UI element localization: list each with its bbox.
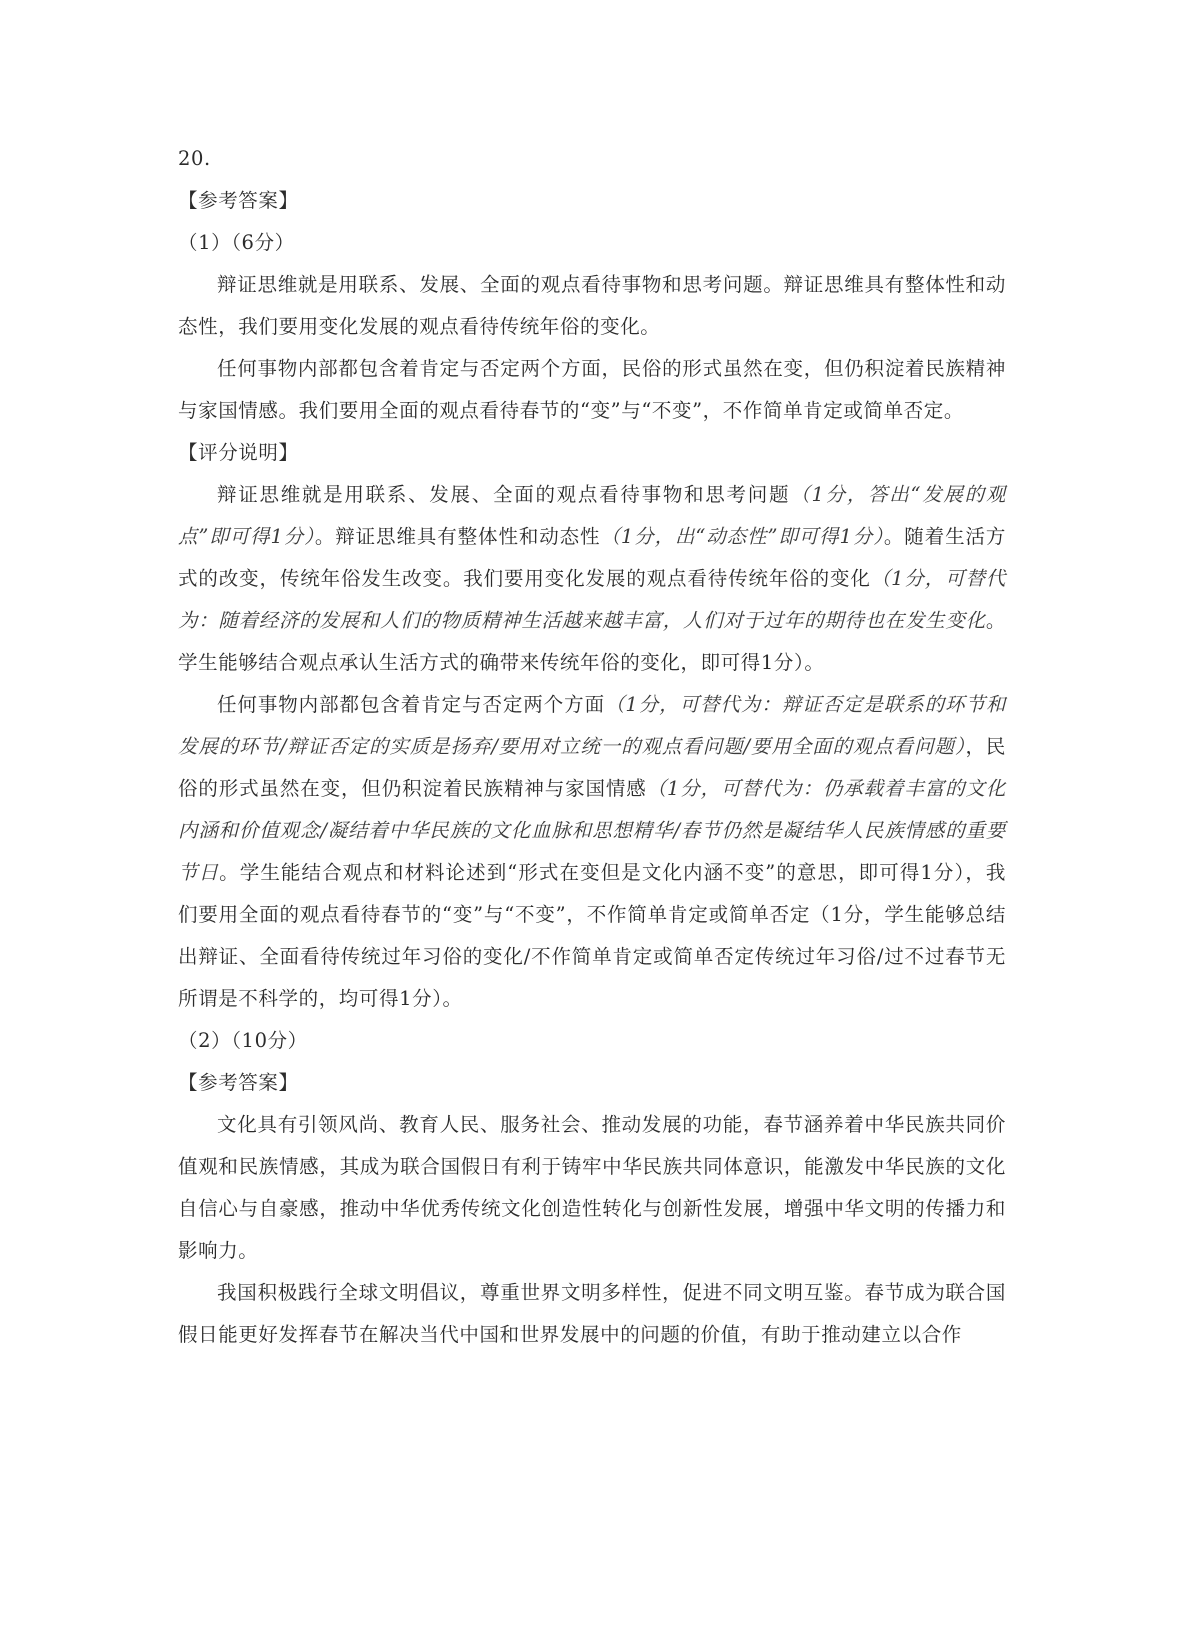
question-number: 20. (178, 147, 211, 170)
grading-text: 。学生能够结合观点承认生活方式的确带来传统年俗的变化，即可得1分）。 (178, 609, 1006, 674)
grading-text: 辩证思维就是用联系、发展、全面的观点看待事物和思考问题 (217, 483, 791, 506)
part2-score-label: （2）（10分） (178, 1029, 308, 1052)
part2-answer-heading: 【参考答案】 (178, 1071, 299, 1094)
part2-answer-paragraph-2: 我国积极践行全球文明倡议，尊重世界文明多样性，促进不同文明互鉴。春节成为联合国假日能更好发挥春节在解决当代中国和世界发展中的问题的价值，有助于推动建立以合作 (178, 1281, 1006, 1346)
grading-text: ，民俗的形式虽然在变，但仍积淀着民族精神与家国情感 (178, 735, 1007, 800)
part2-answer-paragraph-1: 文化具有引领风尚、教育人民、服务社会、推动发展的功能，春节涵养着中华民族共同价值观和民族情感，其成为联合国假日有利于铸牢中华民族共同体意识，能激发中华民族的文化自信心与自豪感，推动中华优秀传统文化创造性转化与创新性发展，增强中华文明的传播力和影响力。 (178, 1113, 1006, 1262)
grading-note: （1分，可替代为：辩证否定是联系的环节和发展的环节/辩证否定的实质是扬弃/要用对立统一的观点看问题/要用全面的观点看问题） (178, 693, 1006, 758)
grading-note: （1分，答出“发展的观点”即可得1分） (178, 483, 1006, 548)
grading-text: 。学生能结合观点和材料论述到“形式在变但是文化内涵不变”的意思，即可得1分），我们要用全面的观点看待春节的“变”与“不变”，不作简单肯定或简单否定（1分，学生能够总结出辩证、全面看待传统过年习俗的变化/不作简单肯定或简单否定传统过年习俗/过不过春节无所谓是不科学的，均可得1分）。 (178, 861, 1006, 1010)
part1-answer-heading: 【参考答案】 (178, 189, 299, 212)
grading-paragraph-1 (178, 474, 1006, 684)
part1-answer-paragraph-1: 辩证思维就是用联系、发展、全面的观点看待事物和思考问题。辩证思维具有整体性和动态性，我们要用变化发展的观点看待传统年俗的变化。 (178, 273, 1006, 338)
part1-score-label: （1）（6分） (178, 231, 295, 254)
grading-heading: 【评分说明】 (178, 441, 299, 464)
grading-note: （1分，可替代为：随着经济的发展和人们的物质精神生活越来越丰富，人们对于过年的期待也在发生变化 (178, 567, 1007, 632)
grading-note: （1分，可替代为：仍承载着丰富的文化内涵和价值观念/凝结着中华民族的文化血脉和思想精华/春节仍然是凝结华人民族情感的重要节日 (178, 777, 1006, 884)
part1-answer-paragraph-2: 任何事物内部都包含着肯定与否定两个方面，民俗的形式虽然在变，但仍积淀着民族精神与家国情感。我们要用全面的观点看待春节的“变”与“不变”，不作简单肯定或简单否定。 (178, 357, 1006, 422)
grading-text: 。随着生活方式的改变，传统年俗发生改变。我们要用变化发展的观点看待传统年俗的变化 (178, 525, 1006, 590)
grading-paragraph-2 (178, 684, 1006, 1020)
grading-text: 。辩证思维具有整体性和动态性 (314, 525, 601, 548)
answer-content (178, 138, 1006, 1356)
grading-text: 任何事物内部都包含着肯定与否定两个方面 (217, 693, 605, 716)
grading-note: （1分，出“动态性”即可得1分） (600, 525, 884, 548)
